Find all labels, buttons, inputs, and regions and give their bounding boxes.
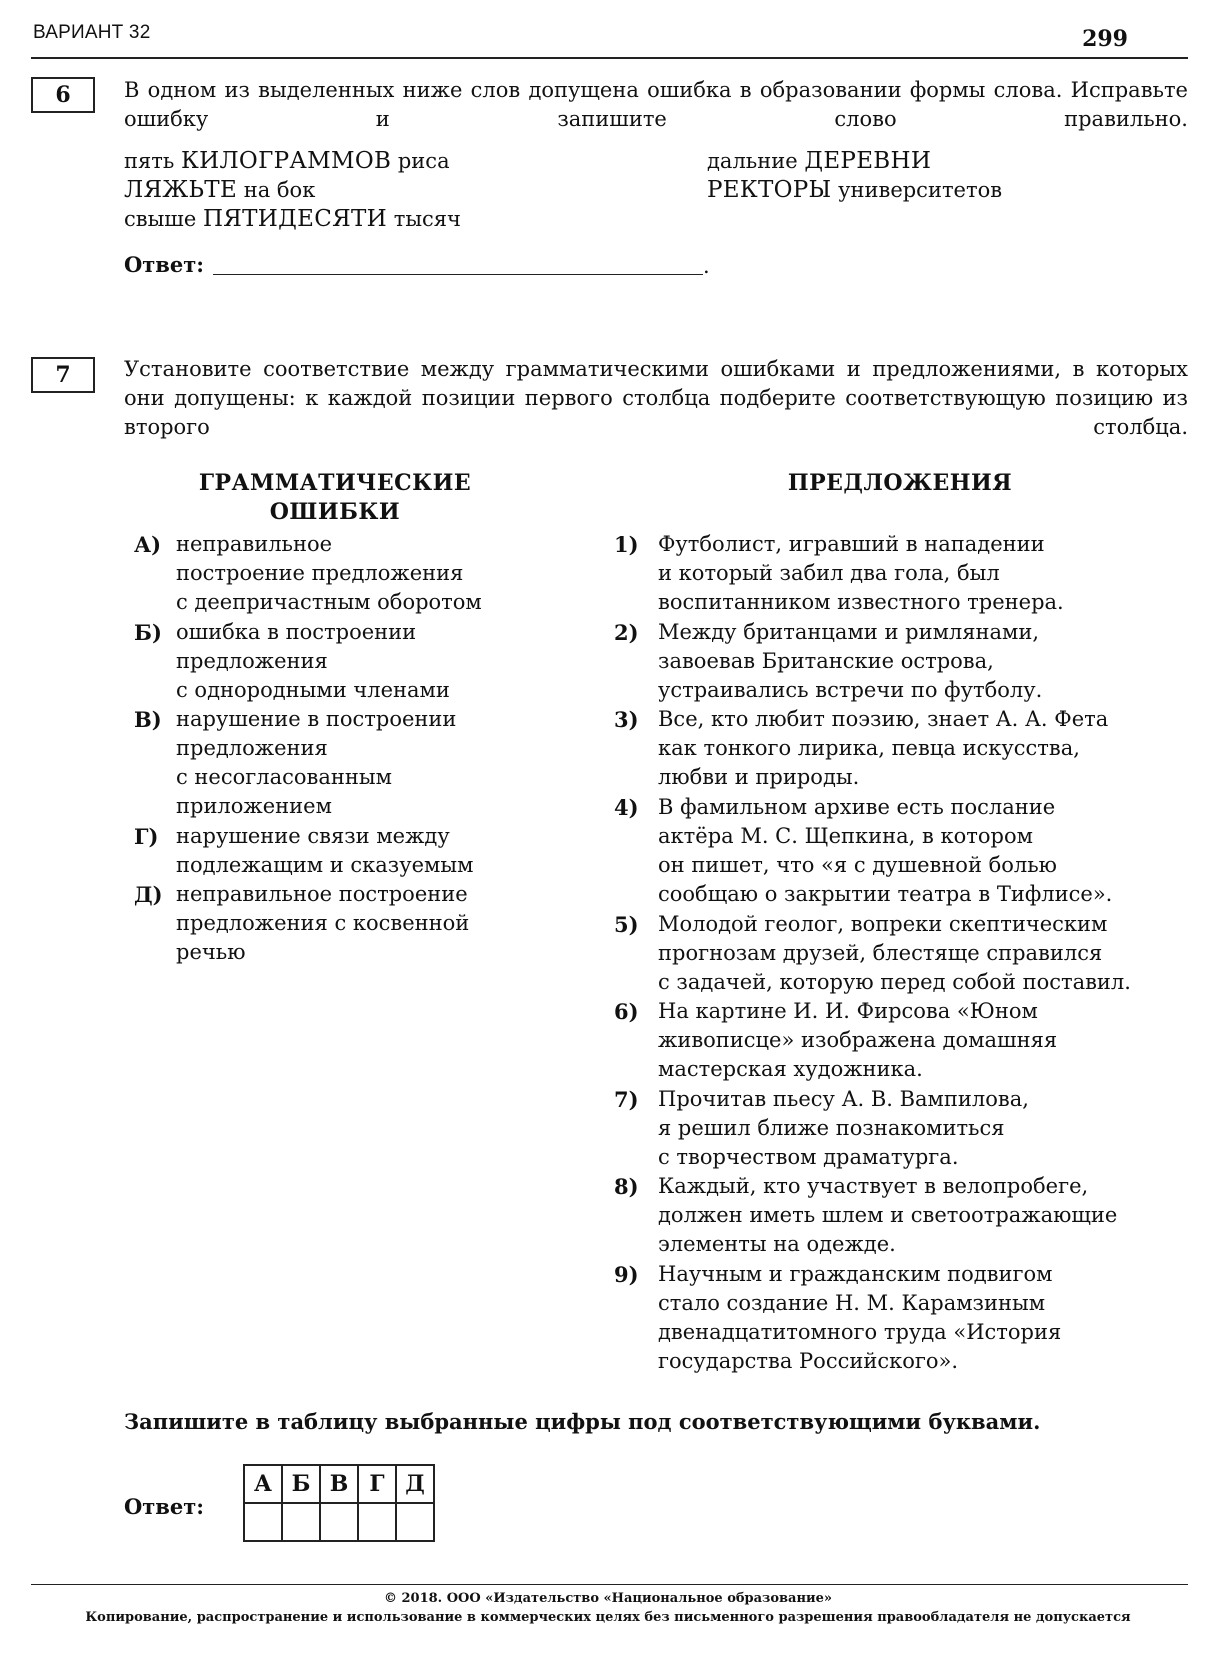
error-item-line: неправильное bbox=[176, 532, 333, 556]
sentence-item-line: государства Российского». bbox=[658, 1349, 959, 1373]
sentence-item-line: как тонкого лирика, певца искусства, bbox=[658, 736, 1080, 760]
error-item-line: предложения bbox=[176, 736, 328, 760]
sentence-item-text bbox=[658, 997, 1057, 1084]
sentence-item-line: с задачей, которую перед собой поставил. bbox=[658, 970, 1131, 994]
task-6-instruction: В одном из выделенных ниже слов допущена ошибка в образовании формы слова. Исправьте ошибку и запишите слово правильно. bbox=[124, 78, 1188, 131]
answer-table-letters bbox=[244, 1465, 434, 1503]
error-item-label: Д) bbox=[134, 882, 163, 907]
error-item-text bbox=[176, 822, 473, 880]
sentence-item-line: элементы на одежде. bbox=[658, 1232, 896, 1256]
sentence-item-line: я решил ближе познакомиться bbox=[658, 1116, 1005, 1140]
sentence-item-line: завоевав Британские острова, bbox=[658, 649, 994, 673]
variant-title: ВАРИАНТ 32 bbox=[33, 22, 151, 43]
error-item-label: Б) bbox=[134, 620, 162, 645]
sentence-item-line: сообщаю о закрытии театра в Тифлисе». bbox=[658, 882, 1113, 906]
answer-cell-v[interactable] bbox=[320, 1503, 358, 1541]
answer-letter: В bbox=[320, 1465, 358, 1503]
error-item-line: с несогласованным bbox=[176, 765, 392, 789]
sentence-item-text bbox=[658, 793, 1112, 909]
sentence-item-label: 4) bbox=[614, 795, 639, 820]
task-7-answer-label: Ответ: bbox=[124, 1494, 205, 1519]
task-6-word-5: РЕКТОРЫ университетов bbox=[707, 177, 1003, 203]
sentence-item-label: 3) bbox=[614, 707, 639, 732]
error-item-label: Г) bbox=[134, 824, 159, 849]
task-6-answer-end: . bbox=[703, 254, 710, 278]
errors-column-header: ГРАММАТИЧЕСКИЕ ОШИБКИ bbox=[198, 470, 472, 525]
answer-letter: Г bbox=[358, 1465, 396, 1503]
error-item-line: приложением bbox=[176, 794, 332, 818]
sentence-item-line: мастерская художника. bbox=[658, 1057, 923, 1081]
sentence-item-text bbox=[658, 1085, 1029, 1172]
sentence-item-line: Каждый, кто участвует в велопробеге, bbox=[658, 1174, 1089, 1198]
sentence-item-line: прогнозам друзей, блестяще справился bbox=[658, 941, 1103, 965]
sentence-item-label: 9) bbox=[614, 1262, 639, 1287]
sentence-item-text bbox=[658, 1260, 1061, 1376]
error-item-text bbox=[176, 880, 469, 967]
task-7-instruction: Установите соответствие между грамматическими ошибками и предложениями, в которых они допущены: к каждой позиции первого столбца подберите соответствующую позицию из второго столбца. bbox=[124, 357, 1188, 439]
task-7-number: 7 bbox=[31, 357, 95, 393]
error-item-text bbox=[176, 705, 456, 821]
sentence-item-label: 7) bbox=[614, 1087, 639, 1112]
footer-divider bbox=[31, 1584, 1188, 1585]
sentence-item-line: любви и природы. bbox=[658, 765, 860, 789]
error-item-text bbox=[176, 618, 450, 705]
answer-cell-a[interactable] bbox=[244, 1503, 282, 1541]
error-item-line: неправильное построение bbox=[176, 882, 468, 906]
error-item-line: нарушение связи между bbox=[176, 824, 450, 848]
task-6-word-3: свыше ПЯТИДЕСЯТИ тысяч bbox=[124, 206, 461, 232]
answer-letter: А bbox=[244, 1465, 282, 1503]
sentence-item-line: устраивались встречи по футболу. bbox=[658, 678, 1043, 702]
error-item-line: с однородными членами bbox=[176, 678, 450, 702]
sentence-item-text bbox=[658, 910, 1131, 997]
sentence-item-line: и который забил два гола, был bbox=[658, 561, 1000, 585]
error-item-label: А) bbox=[134, 532, 162, 557]
answer-cell-b[interactable] bbox=[282, 1503, 320, 1541]
sentence-item-line: он пишет, что «я с душевной болью bbox=[658, 853, 1057, 877]
error-item-line: предложения с косвенной bbox=[176, 911, 470, 935]
sentence-item-line: Молодой геолог, вопреки скептическим bbox=[658, 912, 1108, 936]
sentence-item-label: 2) bbox=[614, 620, 639, 645]
task-6-answer-label: Ответ: bbox=[124, 252, 205, 277]
sentence-item-line: живописце» изображена домашняя bbox=[658, 1028, 1058, 1052]
answer-cell-g[interactable] bbox=[358, 1503, 396, 1541]
sentence-item-text bbox=[658, 530, 1064, 617]
error-item-line: нарушение в построении bbox=[176, 707, 457, 731]
answer-letter: Д bbox=[396, 1465, 434, 1503]
sentence-item-label: 1) bbox=[614, 532, 639, 557]
sentence-item-line: двенадцатитомного труда «История bbox=[658, 1320, 1062, 1344]
sentence-item-line: Научным и гражданским подвигом bbox=[658, 1262, 1053, 1286]
sentence-item-text bbox=[658, 1172, 1117, 1259]
sentence-item-line: Прочитав пьесу А. В. Вампилова, bbox=[658, 1087, 1029, 1111]
footer-notice: Копирование, распространение и использование в коммерческих целях без письменного разрешения правообладателя не допускается bbox=[85, 1610, 1131, 1625]
footer-copyright: © 2018. ООО «Издательство «Национальное образование» bbox=[383, 1591, 833, 1606]
answer-letter: Б bbox=[282, 1465, 320, 1503]
sentence-item-line: В фамильном архиве есть послание bbox=[658, 795, 1056, 819]
sentence-item-label: 5) bbox=[614, 912, 639, 937]
task-6-word-2: ЛЯЖЬТЕ на бок bbox=[124, 177, 316, 203]
sentence-item-line: воспитанником известного тренера. bbox=[658, 590, 1064, 614]
error-item-line: речью bbox=[176, 940, 246, 964]
sentence-item-line: актёра М. С. Щепкина, в котором bbox=[658, 824, 1033, 848]
task-6-answer-field[interactable] bbox=[213, 274, 703, 275]
task-6-number: 6 bbox=[31, 77, 95, 113]
sentence-item-line: На картине И. И. Фирсова «Юном bbox=[658, 999, 1038, 1023]
sentence-item-line: с творчеством драматурга. bbox=[658, 1145, 959, 1169]
error-item-text bbox=[176, 530, 482, 617]
sentence-item-line: Футболист, игравший в нападении bbox=[658, 532, 1045, 556]
task-6-word-4: дальние ДЕРЕВНИ bbox=[707, 148, 932, 174]
sentence-item-line: Между британцами и римлянами, bbox=[658, 620, 1040, 644]
error-item-line: построение предложения bbox=[176, 561, 464, 585]
error-item-line: с деепричастным оборотом bbox=[176, 590, 482, 614]
task-6-word-1: пять КИЛОГРАММОВ риса bbox=[124, 148, 450, 174]
error-item-line: подлежащим и сказуемым bbox=[176, 853, 474, 877]
sentence-item-line: стало создание Н. М. Карамзиным bbox=[658, 1291, 1046, 1315]
sentence-item-line: Все, кто любит поэзию, знает А. А. Фета bbox=[658, 707, 1109, 731]
answer-cell-d[interactable] bbox=[396, 1503, 434, 1541]
error-item-label: В) bbox=[134, 707, 162, 732]
table-instruction: Запишите в таблицу выбранные цифры под соответствующими буквами. bbox=[124, 1409, 1041, 1434]
header-divider bbox=[31, 57, 1188, 59]
sentence-item-text bbox=[658, 618, 1042, 705]
page-number: 299 bbox=[1082, 26, 1128, 52]
sentences-column-header: ПРЕДЛОЖЕНИЯ bbox=[787, 470, 1013, 496]
sentence-item-text bbox=[658, 705, 1108, 792]
error-item-line: предложения bbox=[176, 649, 328, 673]
error-item-line: ошибка в построении bbox=[176, 620, 417, 644]
answer-table bbox=[243, 1464, 435, 1542]
sentence-item-label: 6) bbox=[614, 999, 639, 1024]
answer-table-inputs bbox=[244, 1503, 434, 1541]
sentence-item-label: 8) bbox=[614, 1174, 639, 1199]
sentence-item-line: должен иметь шлем и светоотражающие bbox=[658, 1203, 1118, 1227]
